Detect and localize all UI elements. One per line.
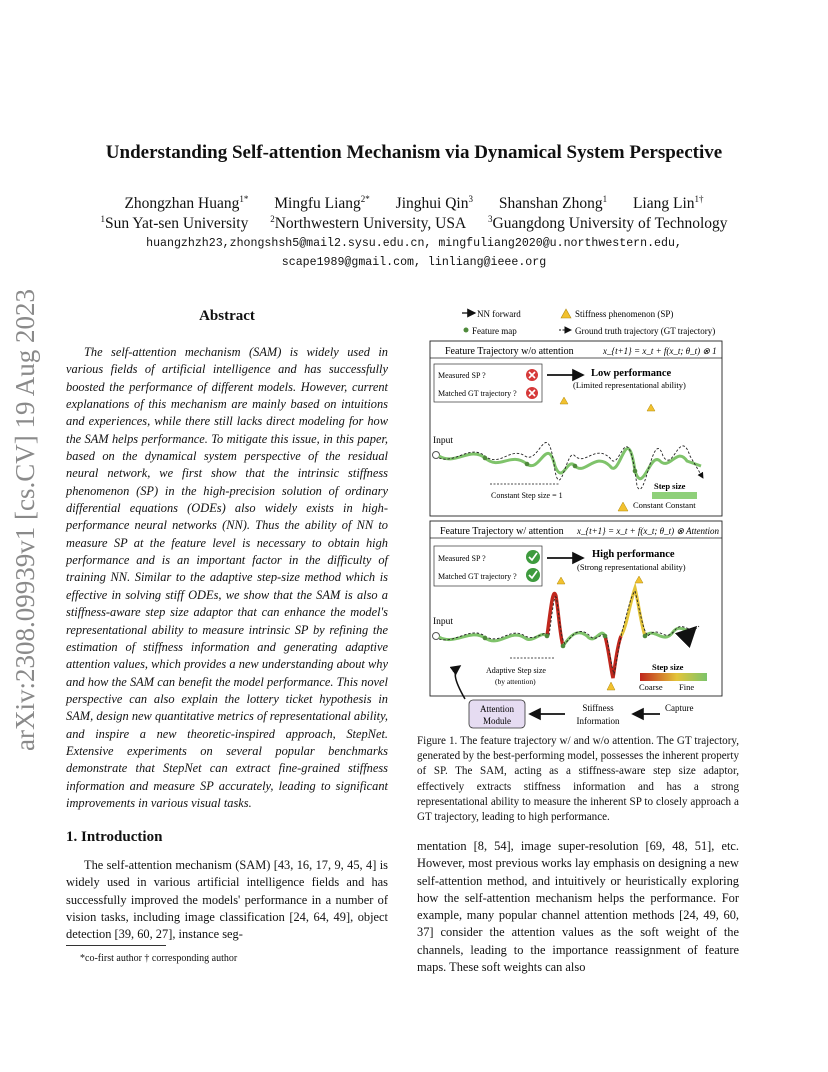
bottom-matched-label: Matched GT trajectory ? bbox=[438, 572, 517, 581]
feature-map-dot-icon bbox=[573, 464, 578, 469]
intro-paragraph-left: The self-attention mechanism (SAM) [43, 16, 17, 9, 45, 4] is widely used in various artificial intelligence fields and has successfully improved the models' performance in a number of vision tasks, including image classification [24, 64, 49], object detection [39, 60, 27], instance seg- bbox=[66, 858, 388, 942]
author-list bbox=[0, 194, 828, 213]
feature-map-dot-icon bbox=[545, 634, 550, 639]
author-5: Liang Lin$^{1\dagger}$ bbox=[632, 194, 704, 213]
legend-feature-map: Feature map bbox=[472, 326, 517, 336]
feature-map-dot-icon bbox=[603, 634, 608, 639]
bottom-step-label-2: (by attention) bbox=[495, 677, 536, 686]
bottom-step-label: Adaptive Step size bbox=[486, 666, 546, 675]
top-panel-formula: x_{t+1} = x_t + f(x_t; θ_t) ⊗ 1 bbox=[603, 346, 717, 356]
affiliation-1: $^1$Sun Yat-sen University bbox=[100, 214, 249, 233]
arxiv-identifier: arXiv:2308.09939v1 [cs.CV] 19 Aug 2023 bbox=[10, 289, 40, 751]
legend-nn-forward: NN forward bbox=[477, 309, 521, 319]
input-node-icon bbox=[433, 452, 440, 459]
cross-icon bbox=[526, 369, 538, 381]
feature-map-dot-icon bbox=[643, 634, 648, 639]
bottom-result-sub: (Strong representational ability) bbox=[577, 562, 686, 572]
check-icon bbox=[526, 550, 540, 564]
intro-heading: 1. Introduction bbox=[66, 829, 163, 845]
adaptive-stepsize-bar bbox=[640, 673, 707, 681]
author-4: Shanshan Zhong$^1$ bbox=[498, 194, 608, 213]
feature-map-dot-icon bbox=[483, 636, 488, 641]
top-stepsize-title: Step size bbox=[654, 481, 686, 491]
bottom-panel-title: Feature Trajectory w/ attention bbox=[440, 526, 564, 537]
figure-1-caption: Figure 1. The feature trajectory w/ and w/o attention. The GT trajectory, generated by the best-performing model, possesses the inherent property of SP. The SAM, acting as a stiffness-aware step size adaptor, effectively extracts stiffness information and has a strong representational ability to measure the inherent SP to closely approach a GT trajectory, leading to high performance. bbox=[417, 735, 739, 824]
top-result: Low performance bbox=[591, 368, 672, 379]
top-step-label: Constant Step size = 1 bbox=[491, 491, 563, 500]
warning-triangle-icon bbox=[561, 309, 571, 318]
author-1: Zhongzhan Huang$^{1*}$ bbox=[124, 194, 249, 213]
input-node-icon bbox=[433, 633, 440, 640]
bottom-fine-label: Fine bbox=[679, 682, 695, 692]
figure-legend bbox=[462, 309, 715, 336]
constant-stepsize-bar bbox=[652, 492, 697, 499]
affiliation-list bbox=[0, 214, 828, 233]
email-line-2: scape1989@gmail.com, linliang@ieee.org bbox=[281, 256, 547, 269]
email-line-1: huangzhzh23,zhongshsh5@mail2.sysu.edu.cn, mingfuliang2020@u.northwestern.edu, bbox=[146, 237, 682, 250]
top-result-sub: (Limited representational ability) bbox=[573, 380, 686, 390]
feature-map-dot-icon bbox=[525, 462, 530, 467]
footnote-rule bbox=[66, 945, 166, 946]
legend-gt: Ground truth trajectory (GT trajectory) bbox=[575, 326, 716, 336]
top-input-label: Input bbox=[433, 436, 454, 446]
top-panel bbox=[430, 341, 722, 516]
bottom-panel bbox=[430, 521, 722, 696]
attention-module-line1: Attention bbox=[480, 704, 514, 714]
top-stepsize-value: Constant Constant bbox=[633, 500, 696, 510]
figure-1-diagram bbox=[415, 306, 741, 730]
cross-icon bbox=[526, 387, 538, 399]
feature-map-dot-icon bbox=[633, 469, 638, 474]
intro-paragraph-right: mentation [8, 54], image super-resolution [69, 48, 51], etc. However, most previous works lay emphasis on designing a new self-attention method, and intuitively or heuristically exploring how the self-attention mechanism helps the performance. For example, many popular channel attention methods [24, 49, 60, 37] consider the attention values as the soft weight of the channels, leading to the importance reassignment of feature maps. These soft weights can also bbox=[417, 839, 739, 975]
affiliation-3: $^3$Guangdong University of Technology bbox=[488, 214, 728, 233]
paper-title: Understanding Self-attention Mechanism via Dynamical System Perspective bbox=[105, 142, 723, 163]
legend-stiffness: Stiffness phenomenon (SP) bbox=[575, 309, 674, 319]
abstract-heading: Abstract bbox=[199, 308, 255, 324]
bottom-coarse-label: Coarse bbox=[639, 682, 663, 692]
check-icon bbox=[526, 568, 540, 582]
bottom-measured-label: Measured SP ? bbox=[438, 554, 486, 563]
feature-map-dot-icon bbox=[483, 456, 488, 461]
author-2: Mingfu Liang$^{2*}$ bbox=[274, 194, 370, 213]
bottom-result: High performance bbox=[592, 549, 675, 560]
author-3: Jinghui Qin$^3$ bbox=[395, 194, 473, 213]
feature-map-dot-icon bbox=[464, 328, 469, 333]
bottom-input-label: Input bbox=[433, 617, 454, 627]
bottom-stepsize-title: Step size bbox=[652, 662, 684, 672]
feature-map-dot-icon bbox=[561, 644, 566, 649]
top-panel-title: Feature Trajectory w/o attention bbox=[445, 346, 574, 357]
affiliation-2: $^2$Northwestern University, USA bbox=[270, 214, 467, 233]
bottom-panel-formula: x_{t+1} = x_t + f(x_t; θ_t) ⊗ Attention bbox=[577, 526, 719, 536]
stiffness-info-line2: Information bbox=[576, 716, 620, 726]
attention-module-line2: Module bbox=[483, 716, 511, 726]
top-measured-label: Measured SP ? bbox=[438, 371, 486, 380]
abstract-text: The self-attention mechanism (SAM) is widely used in various fields of artificial intelligence and has successfully boosted the performance of different models. However, current explanations of this mechanism are mainly based on intuitions and experiences, while there still lacks direct modeling for how the SAM helps performance. To mitigate this issue, in this paper, based on the dynamical system perspective of the residual neural network, we first show that the intrinsic stiffness phenomenon (SP) in the high-precision solution of ordinary differential equations (ODEs) also widely exists in high-performance neural networks (NN). Thus the ability of NN to measure SP at the feature level is necessary to obtain high performance and is an important factor in the difficulty of training NN. Similar to the adaptive step-size method which is effective in solving stiff ODEs, we show that the SAM is also a stiffness-aware step size adaptor that can enhance the model's representational ability to measure intrinsic SP by refining the estimation of stiffness information and generating adaptive attention values, which provides a new understanding about why and how the SAM can benefit the model performance. This novel perspective can also explain the lottery ticket hypothesis in SAM, design new quantitative metrics of representational ability, and inspire a new theoretic-inspired approach, StepNet. Extensive experiments on several popular benchmarks demonstrate that StepNet can extract fine-grained stiffness information and measure SP accurately, leading to significant improvements in various visual tasks. bbox=[66, 345, 388, 810]
top-matched-label: Matched GT trajectory ? bbox=[438, 389, 517, 398]
footnote: *co-first author † corresponding author bbox=[80, 953, 238, 964]
capture-label: Capture bbox=[665, 703, 694, 713]
stiffness-info-line1: Stiffness bbox=[582, 703, 614, 713]
